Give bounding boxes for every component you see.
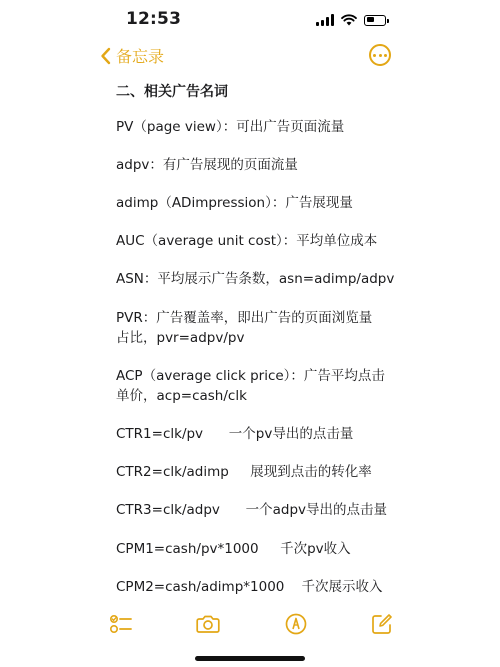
note-line-asn: ASN：平均展示广告条数，asn=adimp/adpv — [116, 271, 395, 287]
back-button[interactable] — [100, 44, 164, 67]
checklist-icon — [110, 614, 132, 634]
battery-icon — [364, 15, 386, 26]
camera-button[interactable] — [195, 611, 221, 637]
markup-button[interactable] — [283, 611, 309, 637]
chevron-left-icon — [100, 47, 111, 65]
compose-button[interactable] — [369, 611, 395, 637]
markup-pen-icon — [285, 613, 307, 635]
status-icons — [316, 13, 386, 27]
home-indicator — [195, 656, 305, 661]
note-line-cpm1: CPM1=cash/pv*1000 千次pv收入 — [116, 541, 351, 557]
checklist-button[interactable] — [108, 611, 134, 637]
note-line-ctr1: CTR1=clk/pv 一个pv导出的点击量 — [116, 426, 354, 442]
note-line-adimp: adimp（ADimpression）：广告展现量 — [116, 195, 353, 211]
status-time: 12:53 — [126, 9, 182, 29]
ellipsis-circle-icon — [373, 54, 376, 57]
more-options-button[interactable] — [369, 44, 391, 66]
compose-icon — [371, 613, 393, 635]
note-line-cpm2: CPM2=cash/adimp*1000 千次展示收入 — [116, 579, 383, 595]
status-bar — [0, 0, 500, 40]
note-line-ctr3: CTR3=clk/adpv 一个adpv导出的点击量 — [116, 502, 388, 518]
bottom-toolbar — [0, 605, 500, 641]
note-line-pv: PV（page view）：可出广告页面流量 — [116, 119, 345, 135]
note-line-acp: ACP（average click price）：广告平均点击 单价，acp=cash/clk — [116, 368, 385, 404]
wifi-icon — [341, 14, 357, 26]
note-line-ctr2: CTR2=clk/adimp 展现到点击的转化率 — [116, 464, 372, 480]
note-line-adpv: adpv：有广告展现的页面流量 — [116, 157, 298, 173]
note-line-auc: AUC（average unit cost）：平均单位成本 — [116, 233, 378, 249]
cellular-signal-icon — [316, 14, 334, 26]
back-label: 备忘录 — [116, 47, 165, 66]
nav-bar — [0, 40, 500, 72]
note-line-pvr: PVR：广告覆盖率，即出广告的页面浏览量 占比，pvr=adpv/pv — [116, 310, 373, 346]
battery-level — [367, 17, 374, 22]
camera-icon — [196, 614, 220, 634]
note-heading: 二、相关广告名词 — [116, 84, 228, 100]
